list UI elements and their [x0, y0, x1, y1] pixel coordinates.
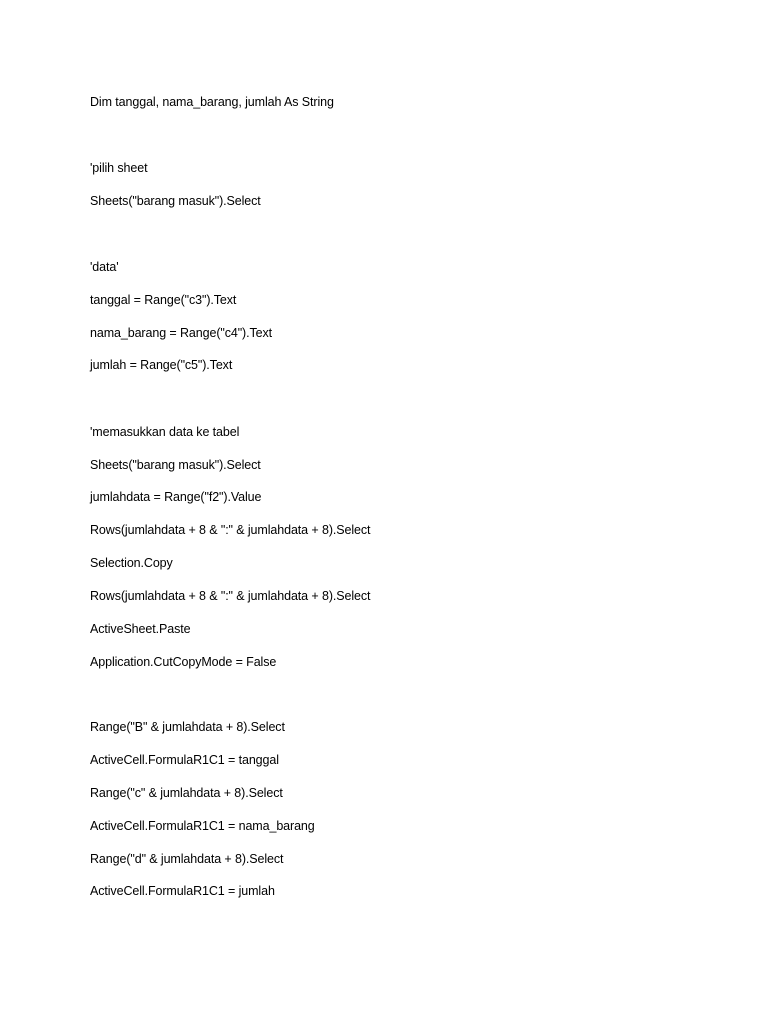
comment-memasukkan-data: 'memasukkan data ke tabel [90, 425, 240, 439]
code-line-jumlahdata-assign: jumlahdata = Range("f2").Value [90, 490, 262, 504]
code-line-rows-select: Rows(jumlahdata + 8 & ":" & jumlahdata + 8).Select [90, 523, 371, 537]
code-line-rows-select-2: Rows(jumlahdata + 8 & ":" & jumlahdata + 8).Select [90, 589, 371, 603]
comment-pilih-sheet: 'pilih sheet [90, 161, 148, 175]
code-line-cutcopymode: Application.CutCopyMode = False [90, 655, 277, 669]
code-line-formula-nama-barang: ActiveCell.FormulaR1C1 = nama_barang [90, 819, 315, 833]
code-line-range-c-select: Range("c" & jumlahdata + 8).Select [90, 786, 283, 800]
code-line-range-d-select: Range("d" & jumlahdata + 8).Select [90, 852, 284, 866]
code-line-select-sheet: Sheets("barang masuk").Select [90, 194, 261, 208]
comment-data: 'data' [90, 260, 119, 274]
code-line-range-b-select: Range("B" & jumlahdata + 8).Select [90, 720, 285, 734]
code-line-formula-jumlah: ActiveCell.FormulaR1C1 = jumlah [90, 884, 275, 898]
code-line-formula-tanggal: ActiveCell.FormulaR1C1 = tanggal [90, 753, 279, 767]
code-line-tanggal-assign: tanggal = Range("c3").Text [90, 293, 237, 307]
code-line-select-sheet-2: Sheets("barang masuk").Select [90, 458, 261, 472]
code-line-nama-barang-assign: nama_barang = Range("c4").Text [90, 326, 273, 340]
code-line-activesheet-paste: ActiveSheet.Paste [90, 622, 191, 636]
code-line-selection-copy: Selection.Copy [90, 556, 173, 570]
code-line-dim-declaration: Dim tanggal, nama_barang, jumlah As String [90, 95, 334, 109]
code-line-jumlah-assign: jumlah = Range("c5").Text [90, 358, 233, 372]
